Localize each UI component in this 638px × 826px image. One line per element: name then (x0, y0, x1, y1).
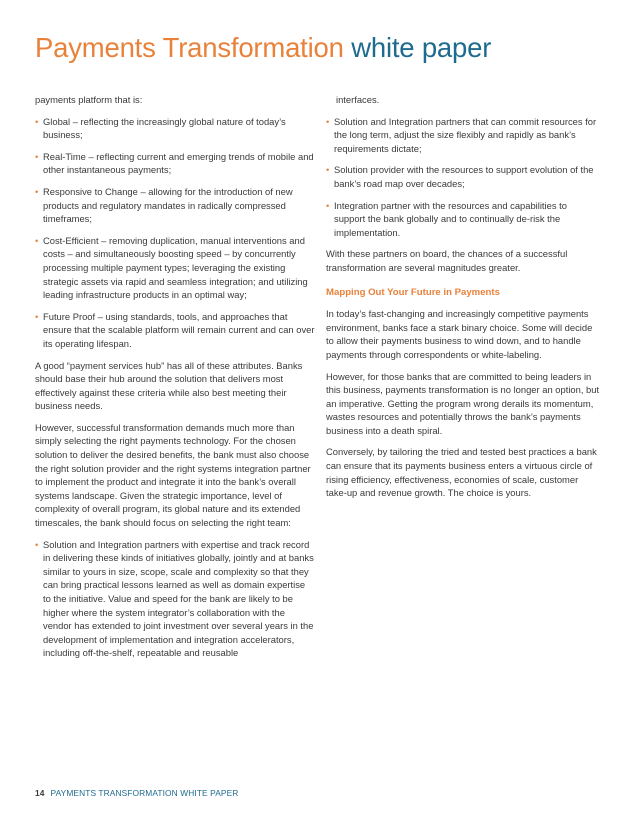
body-paragraph: However, for those banks that are committed to being leaders in this business, payments transformation is no longer an option, but an imperative. Getting the program wrong derails its momentum, wastes resources and potentially throws the bank’s payments business into a death spiral. (326, 370, 600, 436)
bullet-item: • Responsive to Change – allowing for the introduction of new products and regulatory mandates in radically compressed timeframes; (35, 185, 315, 226)
left-column (35, 93, 315, 668)
bullet-item: • Cost-Efficient – removing duplication, manual interventions and costs – and simultaneously boosting speed – by concurrently processing multiple payment types; leveraging the existing strategic assets via rapid and seamless integration; and utilizing leading infrastructure products in an optimal way; (35, 234, 315, 302)
team-selection-list (35, 538, 315, 660)
body-paragraph: However, successful transformation demands much more than simply selecting the right payments technology. For the chosen solution to deliver the desired benefits, the bank must also choose the right solution provider and the right systems integration partner to implement the product and integrate it into the bank’s overall systems landscape. Given the strategic importance, level of complexity of overall program, its global nature and its extended timescales, the bank should focus on selecting the right team: (35, 421, 311, 529)
bullet-item: • Solution provider with the resources to support evolution of the bank’s road map over decades; (326, 163, 600, 190)
bullet-item: • Future Proof – using standards, tools, and approaches that ensure that the scalable platform will remain current and can over its operating lifespan. (35, 310, 315, 351)
page-number: 14 (35, 788, 45, 798)
bullet-item: • Solution and Integration partners that can commit resources for the long term, adjust the size flexibly and rapidly as bank’s requirements dictate; (326, 115, 600, 156)
partner-requirements-list (326, 115, 600, 240)
page-title (35, 32, 491, 64)
platform-attributes-list (35, 115, 315, 351)
title-secondary: white paper (351, 32, 492, 63)
bullet-item: • Integration partner with the resources and capabilities to support the bank globally and to continually de-risk the implementation. (326, 199, 600, 240)
section-heading: Mapping Out Your Future in Payments (326, 286, 500, 298)
body-paragraph: Conversely, by tailoring the tried and tested best practices a bank can ensure that its payments business enters a virtuous circle of rising efficiency, effectiveness, economies of scale, customer take-up and revenue growth. The choice is yours. (326, 446, 597, 499)
intro-text: payments platform that is: (35, 94, 143, 105)
title-primary: Payments Transformation (35, 32, 344, 63)
right-column (326, 93, 600, 508)
body-paragraph: In today’s fast-changing and increasingly competitive payments environment, banks face a stark binary choice. Some will decide to allow their payments business to wind down, and to handle payments through correspondents or white-labeling. (326, 308, 593, 360)
footer-title: PAYMENTS TRANSFORMATION WHITE PAPER (50, 788, 239, 798)
page-footer (35, 788, 238, 798)
bullet-item: • Solution and Integration partners with expertise and track record in delivering these kinds of initiatives globally, jointly and at banks similar to yours in size, scope, scale and complexity so that they can bring practical lessons learned as well as domain expertise to the initiative. Value and speed for the bank are likely to be higher where the system integrator’s collaboration with the vendor has extended to joint investment over several years in the development of implementation and integration accelerators, including off-the-shelf, repeatable and reusable (35, 538, 315, 660)
continued-text: interfaces. (336, 94, 380, 105)
body-paragraph: A good “payment services hub” has all of these attributes. Banks should base their hub around the solution that delivers most effectively against these criteria while also best meeting their business needs. (35, 359, 303, 412)
bullet-item: • Global – reflecting the increasingly global nature of today’s business; (35, 115, 315, 142)
bullet-item: • Real-Time – reflecting current and emerging trends of mobile and other instantaneous payments; (35, 150, 315, 177)
body-paragraph: With these partners on board, the chances of a successful transformation are several magnitudes greater. (326, 248, 568, 273)
